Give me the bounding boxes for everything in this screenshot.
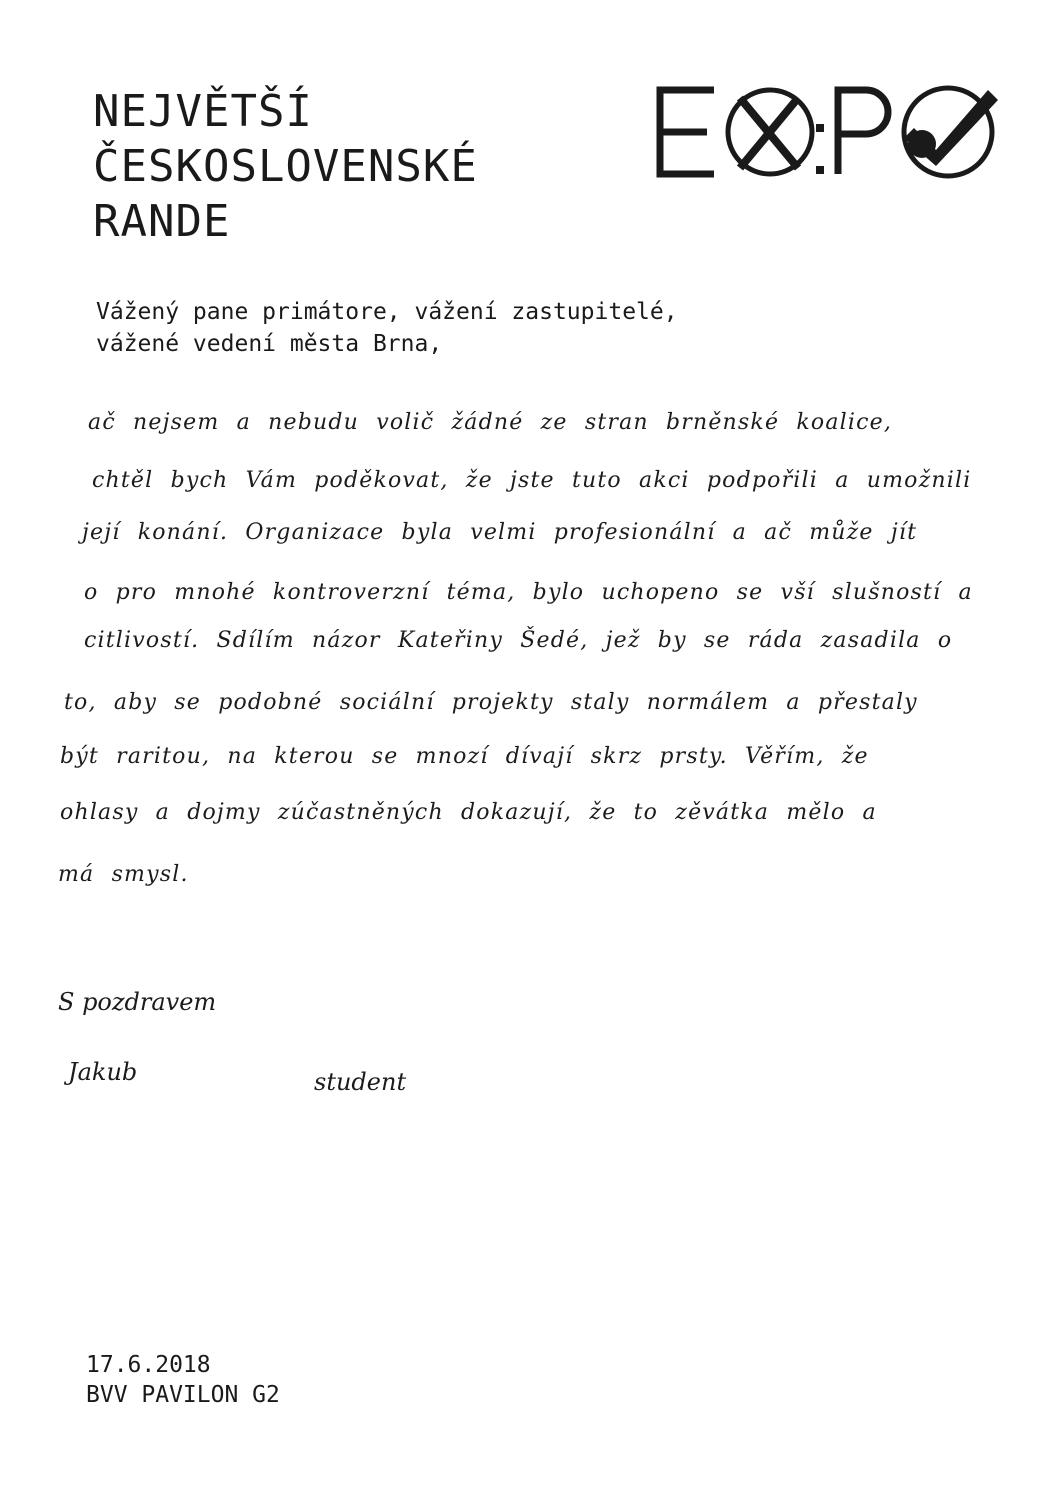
letter-line-9: má smysl.: [58, 862, 189, 887]
signoff-role: student: [314, 1068, 407, 1096]
expo-logo: [652, 82, 1002, 182]
event-date: 17.6.2018: [86, 1352, 211, 1378]
event-title: [93, 84, 478, 249]
signoff-greeting: S pozdravem: [58, 988, 217, 1016]
event-title-line-2: ČESKOSLOVENSKÉ: [93, 141, 478, 192]
letter-line-8: ohlasy a dojmy zúčastněných dokazují, že to zěvátka mělo a: [60, 800, 877, 825]
salutation-line-1: Vážený pane primátore, vážení zastupitelé,: [96, 299, 678, 325]
salutation-line-2: vážené vedení města Brna,: [96, 331, 443, 357]
signoff-name: Jakub: [68, 1058, 138, 1086]
event-venue: BVV PAVILON G2: [86, 1382, 280, 1408]
letter-line-1: ač nejsem a nebudu volič žádné ze stran brněnské koalice,: [88, 410, 893, 435]
letter-line-6: to, aby se podobné sociální projekty staly normálem a přestaly: [64, 690, 918, 715]
event-title-line-3: RANDE: [93, 196, 231, 247]
letter-line-7: být raritou, na kterou se mnozí dívají skrz prsty. Věřím, že: [60, 744, 869, 769]
letter-line-4: o pro mnohé kontroverzní téma, bylo uchopeno se vší slušností a: [84, 580, 973, 605]
letter-line-5: citlivostí. Sdílím názor Kateřiny Šedé, jež by se ráda zasadila o: [84, 628, 953, 653]
letter-line-2: chtěl bych Vám poděkovat, že jste tuto akci podpořili a umožnili: [92, 468, 972, 493]
salutation: [96, 296, 678, 360]
letter-line-3: její konání. Organizace byla velmi profesionální a ač může jít: [82, 520, 918, 545]
event-footer: [86, 1350, 280, 1410]
event-title-line-1: NEJVĚTŠÍ: [93, 86, 313, 137]
